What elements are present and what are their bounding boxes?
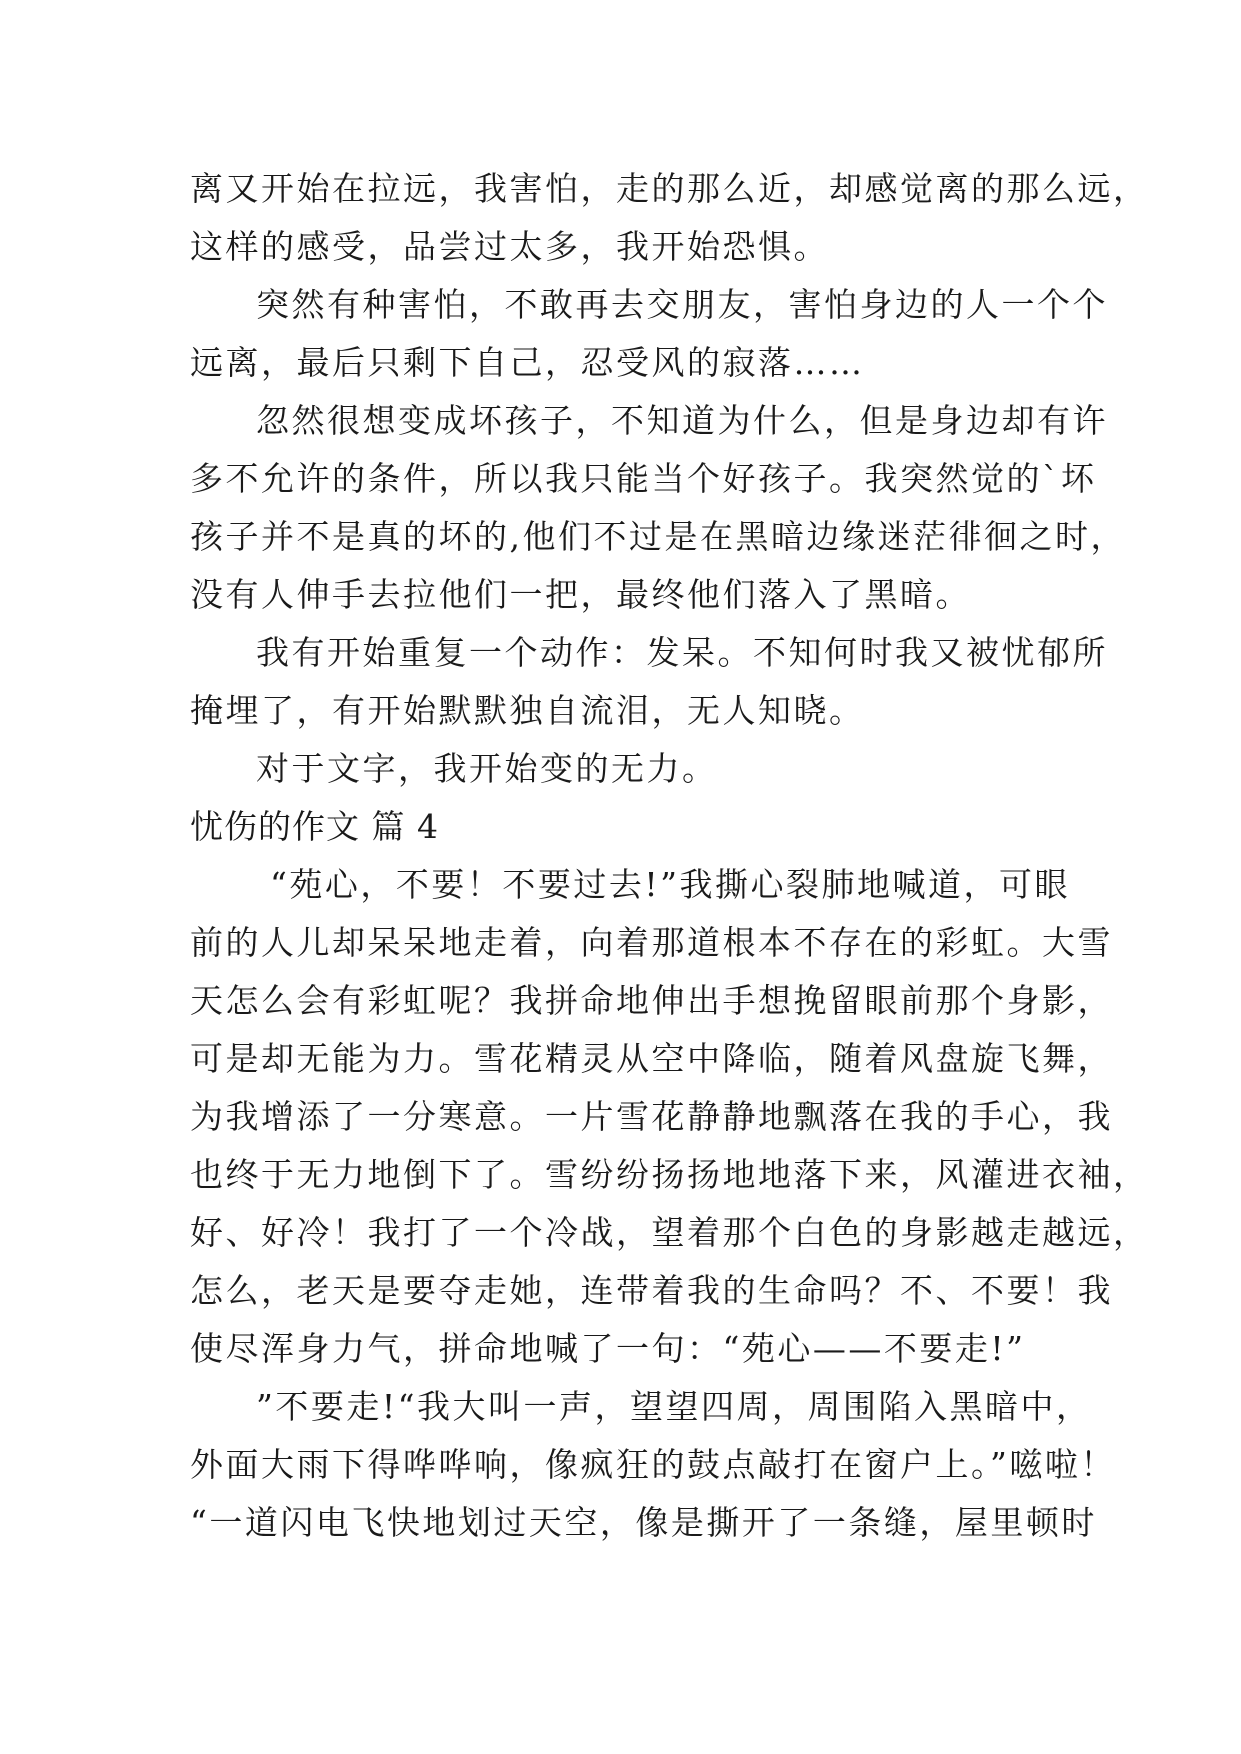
text-line: 没有人伸手去拉他们一把，最终他们落入了黑暗。: [190, 575, 971, 614]
text-line: ”不要走!“我大叫一声，望望四周，周围陷入黑暗中，: [256, 1387, 1092, 1426]
text-line: 天怎么会有彩虹呢？我拼命地伸出手想挽留眼前那个身影，: [190, 981, 1113, 1020]
text-line: 忽然很想变成坏孩子，不知道为什么，但是身边却有许: [256, 401, 1108, 440]
text-line: 突然有种害怕，不敢再去交朋友，害怕身边的人一个个: [256, 285, 1108, 324]
text-line: 使尽浑身力气，拼命地喊了一句：“苑心——不要走!”: [190, 1329, 1026, 1368]
document-body: [190, 160, 1149, 1552]
text-line: 孩子并不是真的坏的,他们不过是在黑暗边缘迷茫徘徊之时，: [190, 517, 1126, 556]
text-line: 怎么，老天是要夺走她，连带着我的生命吗？不、不要！我: [190, 1271, 1113, 1310]
text-line: 也终于无力地倒下了。雪纷纷扬扬地地落下来，风灌进衣袖，: [190, 1155, 1149, 1194]
text-line: 好、好冷！我打了一个冷战，望着那个白色的身影越走越远，: [190, 1213, 1149, 1252]
text-line: “一道闪电飞快地划过天空，像是撕开了一条缝，屋里顿时: [190, 1503, 1097, 1542]
text-line: 多不允许的条件，所以我只能当个好孩子。我突然觉的`坏: [190, 459, 1097, 498]
text-line: “苑心，不要！不要过去!”我撕心裂肺地喊道，可眼: [270, 865, 1071, 904]
text-line: 为我增添了一分寒意。一片雪花静静地飘落在我的手心，我: [190, 1097, 1113, 1136]
text-line: 远离，最后只剩下自己，忍受风的寂落……: [190, 343, 865, 382]
text-line: 可是却无能为力。雪花精灵从空中降临，随着风盘旋飞舞，: [190, 1039, 1113, 1078]
text-line: 离又开始在拉远，我害怕，走的那么近，却感觉离的那么远，: [190, 169, 1149, 208]
text-line: 前的人儿却呆呆地走着，向着那道根本不存在的彩虹。大雪: [190, 923, 1113, 962]
section-heading: 忧伤的作文 篇 4: [190, 807, 439, 846]
text-line: 掩埋了，有开始默默独自流泪，无人知晓。: [190, 691, 865, 730]
text-line: 这样的感受，品尝过太多，我开始恐惧。: [190, 227, 829, 266]
text-line: 对于文字，我开始变的无力。: [256, 749, 718, 788]
text-line: 我有开始重复一个动作：发呆。不知何时我又被忧郁所: [256, 633, 1108, 672]
text-line: 外面大雨下得哗哗响，像疯狂的鼓点敲打在窗户上。”嗞啦！: [190, 1445, 1116, 1484]
